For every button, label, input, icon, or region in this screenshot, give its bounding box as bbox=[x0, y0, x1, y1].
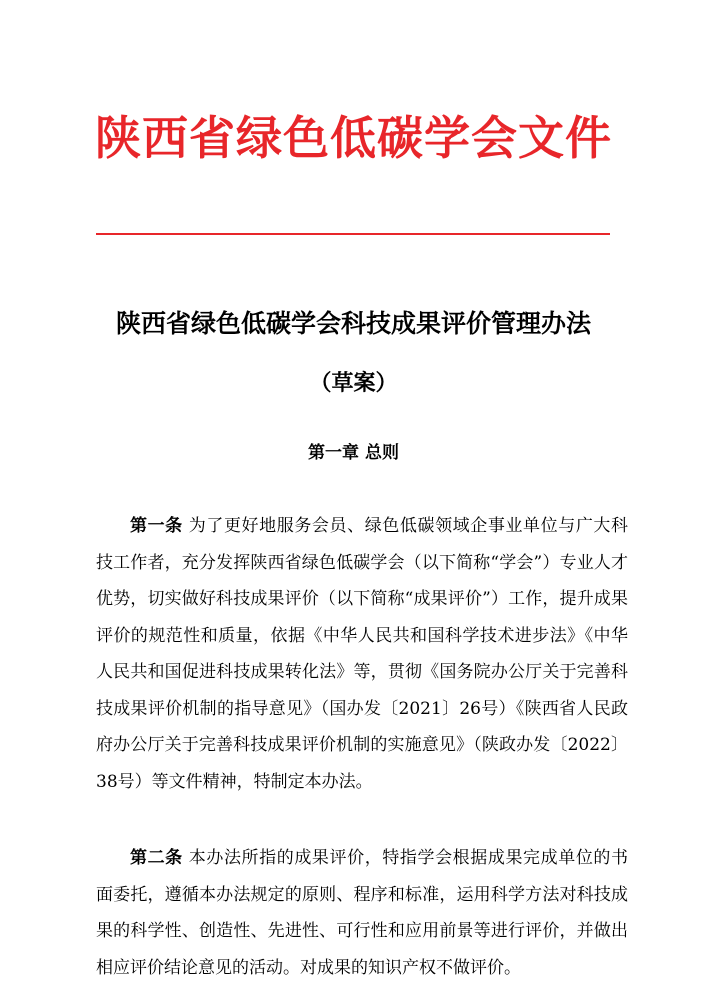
document-title: 陕西省绿色低碳学会科技成果评价管理办法 bbox=[115, 309, 591, 338]
article-2 bbox=[96, 840, 628, 986]
article-1-paragraph bbox=[96, 508, 628, 800]
chapter-heading: 第一章 总则 bbox=[308, 443, 399, 463]
article-1-label: 第一条 bbox=[130, 516, 183, 536]
issuer-header-title: 陕西省绿色低碳学会文件 bbox=[95, 111, 612, 165]
article-2-text: 本办法所指的成果评价，特指学会根据成果完成单位的书面委托，遵循本办法规定的原则、程序和标准，运用科学方法对科技成果的科学性、创造性、先进性、可行性和应用前景等进行评价，并做出相应评价结论意见的活动。对成果的知识产权不做评价。 bbox=[96, 848, 628, 978]
article-1-text: 为了更好地服务会员、绿色低碳领域企事业单位与广大科技工作者，充分发挥陕西省绿色低碳学会（以下简称“学会”）专业人才优势，切实做好科技成果评价（以下简称“成果评价”）工作，提升成果评价的规范性和质量，依据《中华人民共和国科学技术进步法》《中华人民共和国促进科技成果转化法》等，贯彻《国务院办公厅关于完善科技成果评价机制的指导意见》（国办发〔2021〕26号）《陕西省人民政府办公厅关于完善科技成果评价机制的实施意见》（陕政办发〔2022〕38号）等文件精神，特制定本办法。 bbox=[96, 516, 628, 792]
document-subtitle: （草案） bbox=[309, 371, 398, 396]
article-2-label: 第二条 bbox=[130, 848, 183, 868]
red-header-rule bbox=[96, 233, 610, 235]
article-1 bbox=[96, 508, 628, 800]
article-2-paragraph bbox=[96, 840, 628, 986]
